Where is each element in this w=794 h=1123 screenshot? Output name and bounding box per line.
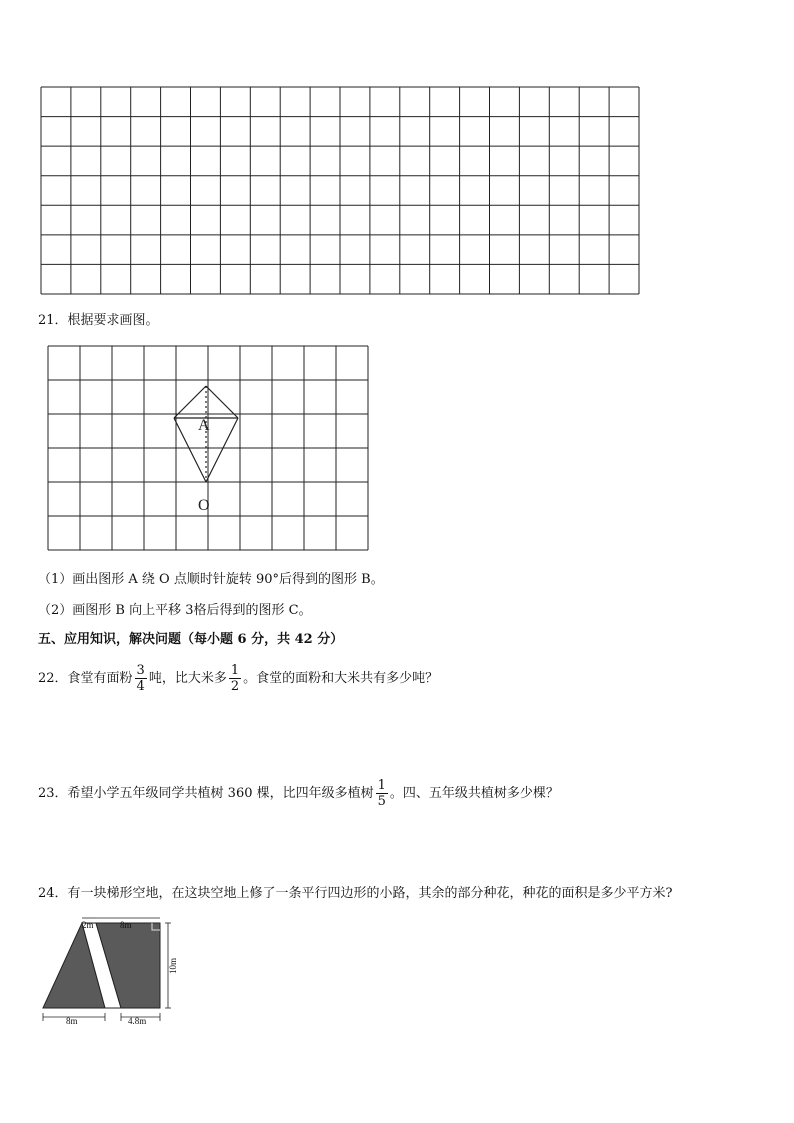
label-a: A — [198, 417, 210, 434]
dim-top-path: 2m — [82, 920, 94, 930]
dim-height: 10m — [168, 957, 178, 974]
section-heading: 五、应用知识，解决问题（每小题 6 分，共 42 分） — [38, 632, 344, 647]
dim-bottom-right: 4.8m — [128, 1016, 147, 1026]
fraction-1-5: $\frac{1}{5}$ — [377, 778, 386, 809]
q22-middle: 吨，比大米多 — [148, 671, 227, 686]
q23-after: 。四、五年级共植树多少棵？ — [389, 786, 559, 801]
q23 — [38, 774, 559, 814]
q21-sub2: （2）画图形 B 向上平移 3格后得到的图形 C。 — [38, 603, 312, 618]
dim-bottom-left: 8m — [66, 1016, 78, 1026]
dim-top-right: 8m — [120, 920, 132, 930]
q21-sub1: （1）画出图形 A 绕 O 点顺时针旋转 90°后得到的图形 B。 — [38, 572, 384, 587]
label-o: O — [198, 497, 210, 514]
fraction-3-4: $\frac{3}{4}$ — [136, 663, 145, 694]
q21-number: 21． — [38, 313, 68, 328]
q24-text: 24．有一块梯形空地，在这块空地上修了一条平行四边形的小路，其余的部分种花，种花的面积是多少平方米? — [38, 886, 673, 901]
q22-before: 22．食堂有面粉 — [38, 671, 133, 686]
q21-prompt — [38, 311, 159, 331]
top-grid — [40, 86, 640, 296]
q21-grid-figure — [46, 344, 370, 552]
q22-after: 。食堂的面粉和大米共有多少吨？ — [243, 671, 439, 686]
q21-text: 根据要求画图。 — [67, 313, 159, 328]
fraction-1-2: $\frac{1}{2}$ — [230, 663, 240, 694]
q23-before: 23．希望小学五年级同学共植树 360 棵，比四年级多植树 — [38, 786, 374, 801]
kite-shape-a — [174, 386, 238, 482]
q24-trapezoid-figure — [38, 916, 178, 1028]
q22 — [38, 659, 438, 699]
